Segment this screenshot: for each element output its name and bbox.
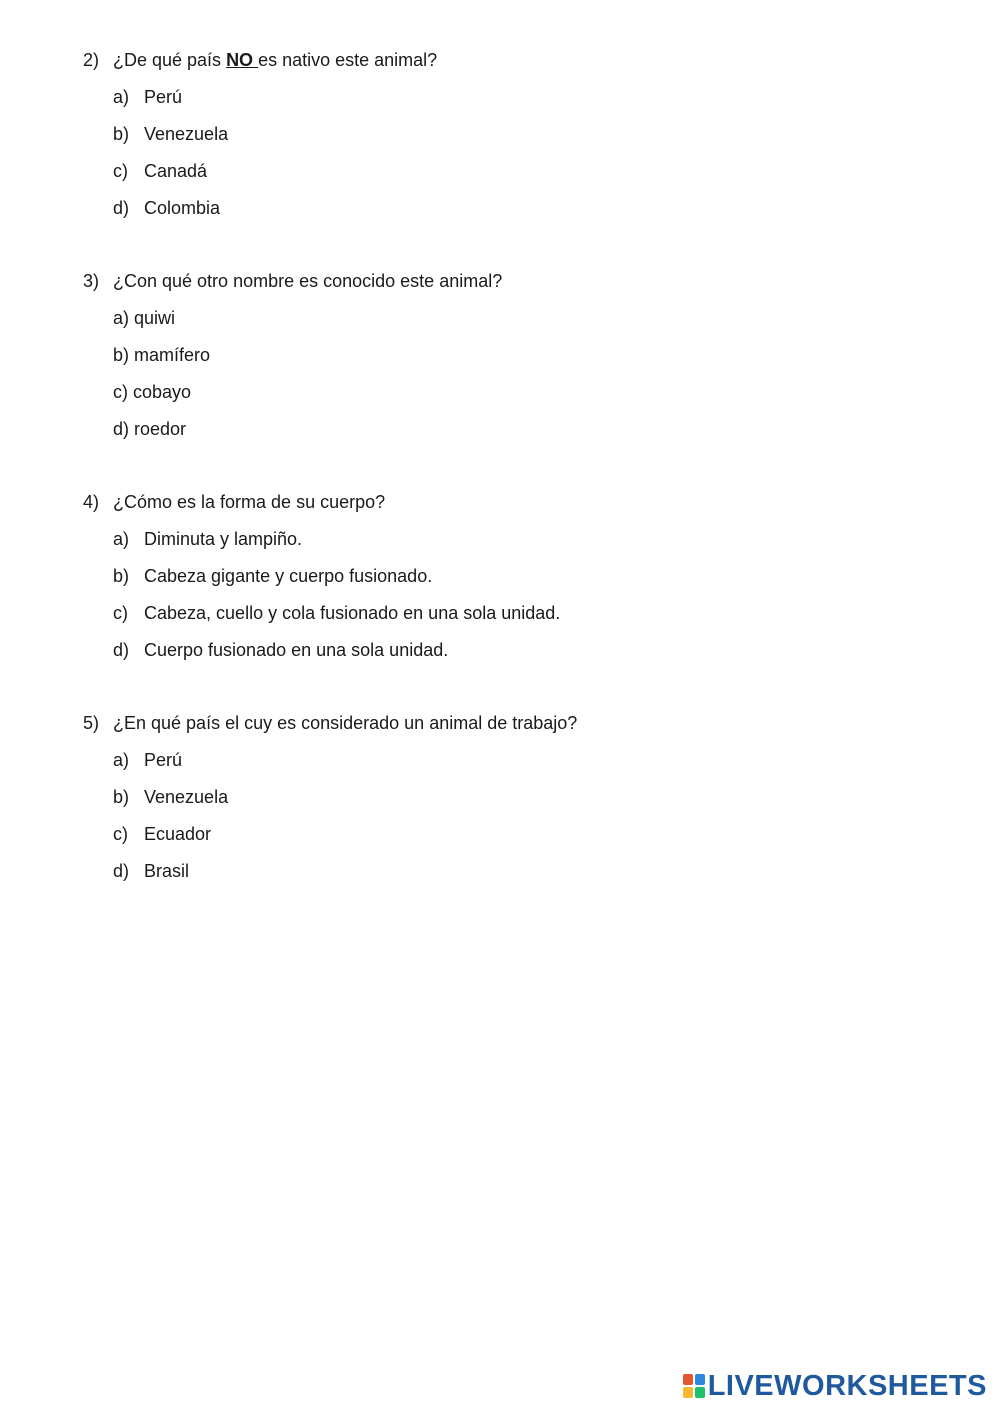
question-text [113, 42, 437, 79]
option-text: c) cobayo [113, 382, 192, 402]
option-letter: b) [113, 566, 130, 586]
question-2-prompt [83, 42, 903, 79]
option-letter: a) [113, 87, 130, 107]
option-letter: b) [113, 787, 130, 807]
question-5-prompt [83, 705, 903, 742]
question-text: ¿En qué país el cuy es considerado un animal de trabajo? [113, 713, 578, 733]
option-d[interactable] [83, 632, 903, 669]
option-text: b) mamífero [113, 345, 211, 365]
option-a[interactable] [83, 300, 903, 337]
option-d[interactable] [83, 411, 903, 448]
question-3 [83, 263, 903, 448]
option-c[interactable] [83, 374, 903, 411]
question-text: ¿Con qué otro nombre es conocido este animal? [113, 271, 503, 291]
option-text: Cabeza, cuello y cola fusionado en una sola unidad. [144, 603, 561, 623]
question-4-prompt [83, 484, 903, 521]
option-b[interactable] [83, 337, 903, 374]
logo-mark-icon [683, 1374, 705, 1398]
option-c[interactable] [83, 153, 903, 190]
option-letter: d) [113, 198, 130, 218]
option-letter: d) [113, 640, 130, 660]
logo-text: LIVEWORKSHEETS [707, 1369, 987, 1402]
option-a[interactable] [83, 521, 903, 558]
option-text: Venezuela [144, 124, 229, 144]
option-c[interactable] [83, 595, 903, 632]
question-3-prompt [83, 263, 903, 300]
question-5 [83, 705, 903, 890]
question-4 [83, 484, 903, 669]
option-text: Ecuador [144, 824, 212, 844]
liveworksheets-logo [683, 1369, 987, 1403]
question-text-before: ¿De qué país [113, 50, 227, 70]
option-d[interactable] [83, 853, 903, 890]
question-text: ¿Cómo es la forma de su cuerpo? [113, 492, 386, 512]
option-letter: a) [113, 529, 130, 549]
option-d[interactable] [83, 190, 903, 227]
logo-square-1 [683, 1374, 693, 1385]
option-b[interactable] [83, 779, 903, 816]
option-letter: c) [113, 603, 128, 623]
option-text: a) quiwi [113, 308, 176, 328]
option-text: Cuerpo fusionado en una sola unidad. [144, 640, 449, 660]
option-b[interactable] [83, 558, 903, 595]
option-text: Cabeza gigante y cuerpo fusionado. [144, 566, 433, 586]
question-2 [83, 42, 903, 227]
option-letter: c) [113, 161, 128, 181]
option-letter: c) [113, 824, 128, 844]
logo-square-4 [695, 1387, 705, 1398]
question-number: 5) [83, 713, 100, 733]
question-emphasis: NO [226, 50, 259, 70]
option-letter: d) [113, 861, 130, 881]
question-number: 3) [83, 271, 100, 291]
option-text: Canadá [144, 161, 208, 181]
option-text: Brasil [144, 861, 190, 881]
question-number: 4) [83, 492, 100, 512]
option-text: d) roedor [113, 419, 187, 439]
option-letter: a) [113, 750, 130, 770]
option-letter: b) [113, 124, 130, 144]
option-text: Perú [144, 87, 183, 107]
option-text: Perú [144, 750, 183, 770]
option-b[interactable] [83, 116, 903, 153]
option-text: Diminuta y lampiño. [144, 529, 303, 549]
option-text: Colombia [144, 198, 221, 218]
question-text-after: es nativo este animal? [258, 50, 438, 70]
option-a[interactable] [83, 742, 903, 779]
logo-square-3 [683, 1387, 693, 1398]
option-text: Venezuela [144, 787, 229, 807]
logo-square-2 [695, 1374, 705, 1385]
question-number: 2) [83, 50, 100, 70]
option-c[interactable] [83, 816, 903, 853]
option-a[interactable] [83, 79, 903, 116]
